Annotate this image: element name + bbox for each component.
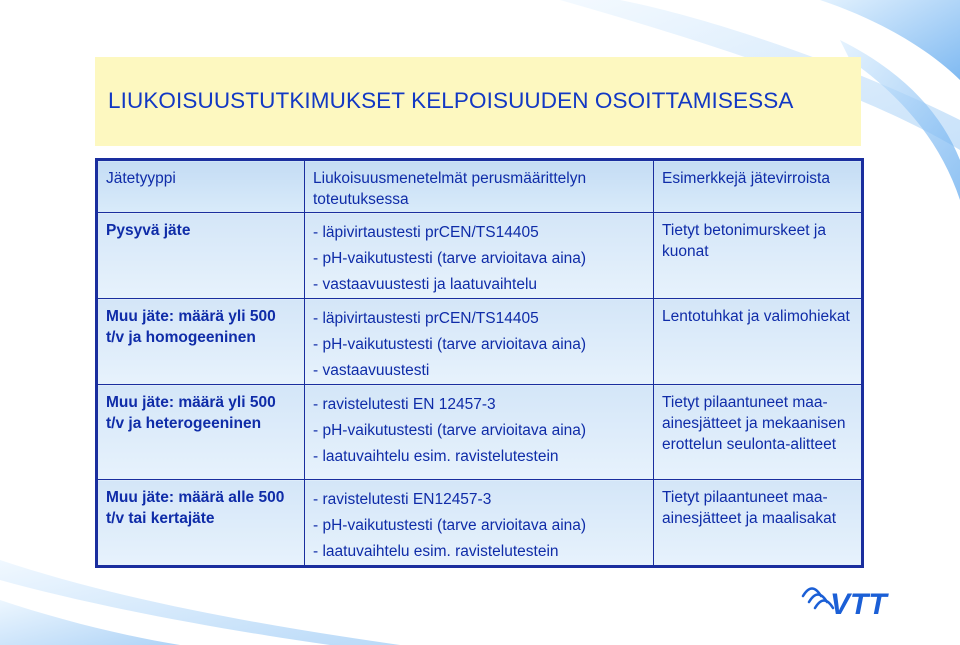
method-line: - pH-vaikutustesti (tarve arvioitava aina)	[313, 517, 587, 534]
row-waste-type: Muu jäte: määrä yli 500 t/v ja homogeeninen	[97, 299, 305, 385]
method-line: - pH-vaikutustesti (tarve arvioitava aina)	[313, 250, 587, 267]
method-line: - laatuvaihtelu esim. ravistelutestein	[313, 543, 559, 560]
vtt-logo	[800, 572, 920, 622]
method-line: - laatuvaihtelu esim. ravistelutestein	[313, 448, 559, 465]
row-examples: Lentotuhkat ja valimohiekat	[654, 299, 863, 385]
row-methods	[305, 480, 654, 567]
vtt-logo-waves-icon	[803, 589, 833, 609]
title-banner	[95, 57, 861, 146]
row-waste-type: Pysyvä jäte	[97, 213, 305, 299]
method-line: - läpivirtaustesti prCEN/TS14405	[313, 224, 539, 241]
method-line: - läpivirtaustesti prCEN/TS14405	[313, 310, 539, 327]
row-waste-type: Muu jäte: määrä alle 500 t/v tai kertajäte	[97, 480, 305, 567]
method-line: - pH-vaikutustesti (tarve arvioitava aina)	[313, 336, 587, 353]
header-examples: Esimerkkejä jätevirroista	[654, 160, 863, 213]
method-line: - vastaavuustesti ja laatuvaihtelu	[313, 276, 538, 293]
row-methods	[305, 213, 654, 299]
table-header-row	[97, 160, 863, 213]
table-row	[97, 480, 863, 567]
header-methods: Liukoisuusmenetelmät perusmäärittelyn toteutuksessa	[305, 160, 654, 213]
row-examples: Tietyt pilaantuneet maa-ainesjätteet ja mekaanisen erottelun seulonta-alitteet	[654, 385, 863, 480]
waste-leaching-table	[95, 158, 864, 568]
page-title: LIUKOISUUSTUTKIMUKSET KELPOISUUDEN OSOITTAMISESSA	[108, 88, 794, 113]
row-waste-type: Muu jäte: määrä yli 500 t/v ja heterogeeninen	[97, 385, 305, 480]
method-line: - ravistelutesti EN 12457-3	[313, 396, 496, 413]
row-examples: Tietyt pilaantuneet maa-ainesjätteet ja maalisakat	[654, 480, 863, 567]
row-examples: Tietyt betonimurskeet ja kuonat	[654, 213, 863, 299]
method-line: - pH-vaikutustesti (tarve arvioitava aina)	[313, 422, 587, 439]
vtt-logo-text: VTT	[830, 588, 887, 621]
method-line: - ravistelutesti EN12457-3	[313, 491, 492, 508]
row-methods	[305, 385, 654, 480]
header-waste-type: Jätetyyppi	[97, 160, 305, 213]
table-row	[97, 299, 863, 385]
row-methods	[305, 299, 654, 385]
table-row	[97, 213, 863, 299]
table-row	[97, 385, 863, 480]
method-line: - vastaavuustesti	[313, 362, 430, 379]
